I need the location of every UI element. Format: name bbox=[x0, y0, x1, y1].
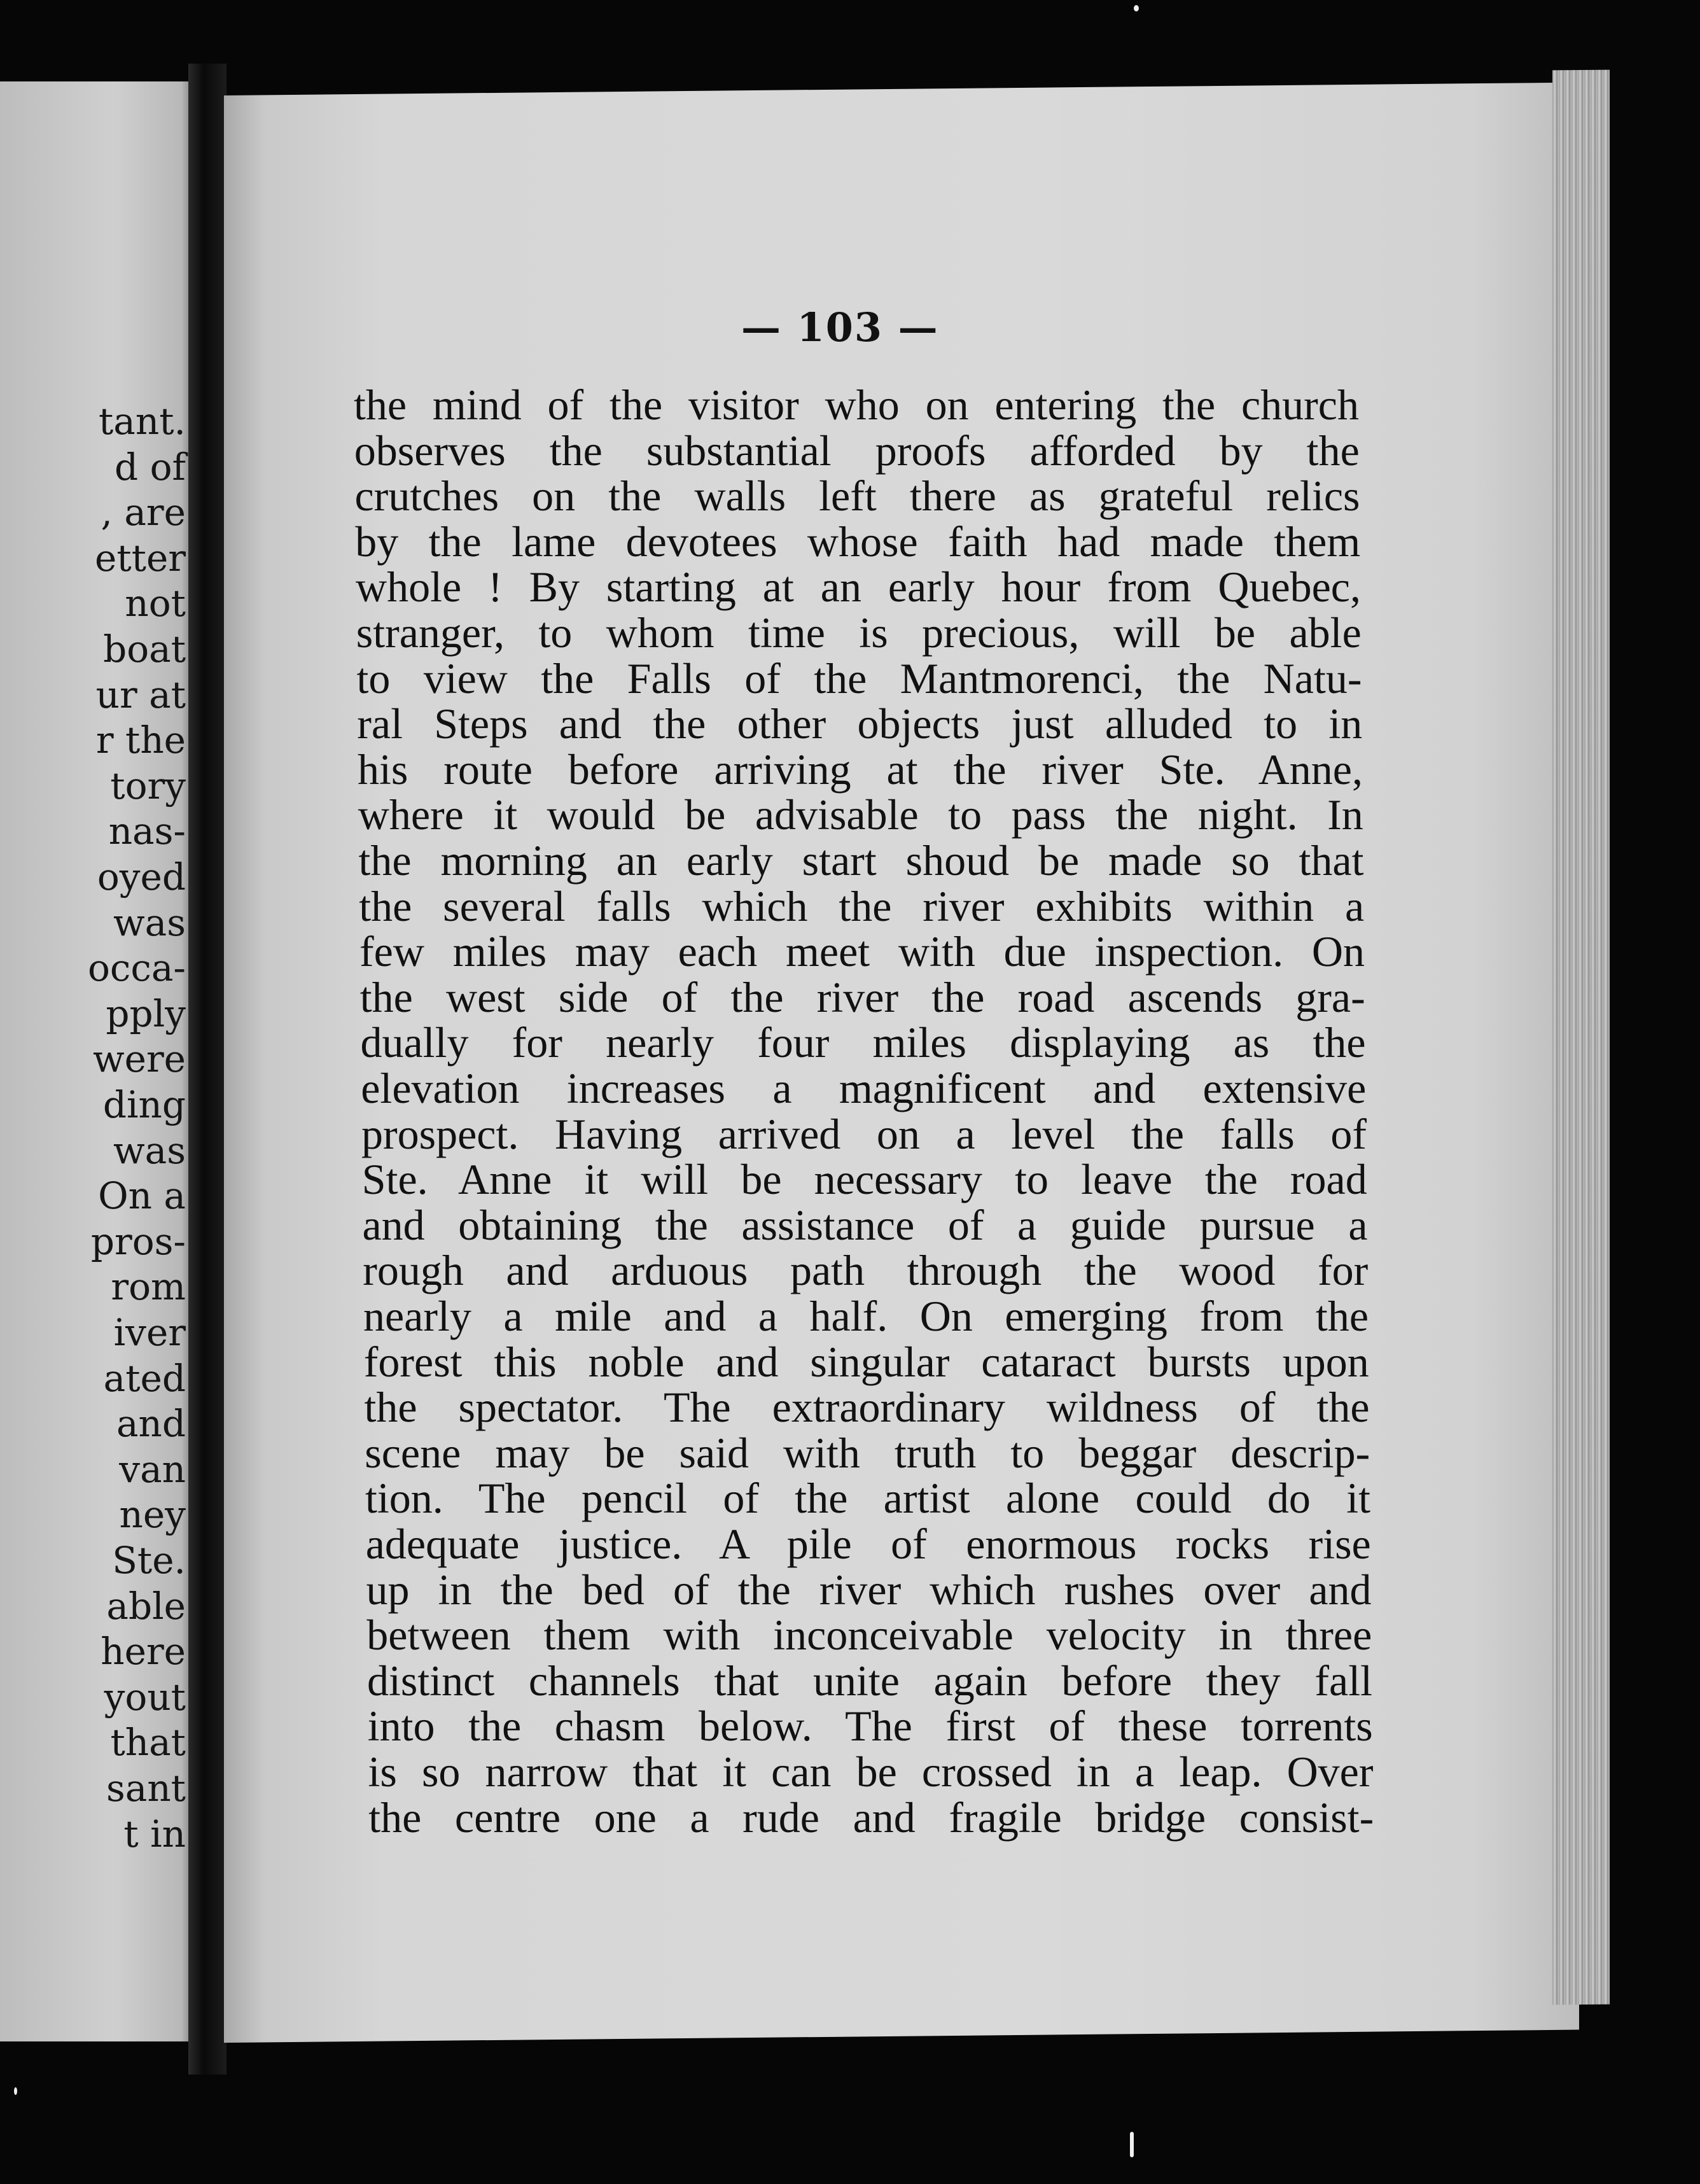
body-text-line: and obtaining the assistance of a guide pursue a bbox=[362, 1200, 1368, 1249]
body-text-line: adequate justice. A pile of enormous rocks rise bbox=[365, 1520, 1371, 1568]
body-text-line: distinct channels that unite again before they fall bbox=[367, 1656, 1372, 1705]
body-text-line: rough and arduous path through the wood for bbox=[363, 1246, 1369, 1295]
body-text-line: up in the bed of the river which rushes over and bbox=[366, 1565, 1372, 1614]
left-page-line-fragment: were bbox=[92, 1037, 186, 1081]
page-number: — 103 — bbox=[741, 304, 939, 351]
left-page-line-fragment: and bbox=[116, 1402, 186, 1446]
left-page-line-fragment: occa- bbox=[87, 946, 186, 990]
body-text-line: ral Steps and the other objects just alluded to in bbox=[357, 699, 1363, 748]
left-page-line-fragment: ur at bbox=[95, 673, 186, 717]
left-page-line-fragment: was bbox=[113, 900, 186, 944]
left-page-line-fragment: nas- bbox=[108, 809, 186, 853]
body-text-line: the several falls which the river exhibits within a bbox=[359, 881, 1365, 930]
book-gutter bbox=[188, 64, 226, 2075]
body-text-line: tion. The pencil of the artist alone could do it bbox=[365, 1474, 1370, 1523]
left-page-line-fragment: rom bbox=[111, 1265, 186, 1309]
left-page-line-fragment: etter bbox=[95, 536, 186, 580]
left-page-line-fragment: ated bbox=[103, 1356, 186, 1400]
scan-speck bbox=[1130, 2132, 1134, 2157]
body-text-line: the mind of the visitor who on entering the church bbox=[354, 381, 1359, 429]
left-page-line-fragment: Ste. bbox=[112, 1539, 186, 1582]
body-text-line: dually for nearly four miles displaying as the bbox=[360, 1018, 1366, 1067]
left-page-line-fragment: yout bbox=[104, 1675, 186, 1719]
left-page-line-fragment: iver bbox=[113, 1311, 186, 1354]
left-page-line-fragment: ney bbox=[119, 1493, 186, 1537]
body-text-line: the morning an early start shoud be made so that bbox=[358, 836, 1364, 885]
left-page-line-fragment: was bbox=[113, 1128, 186, 1172]
body-text-line: Ste. Anne it will be necessary to leave the road bbox=[361, 1155, 1367, 1204]
left-page-line-fragment: ding bbox=[102, 1083, 186, 1126]
body-text-line: forest this noble and singular cataract bursts upon bbox=[363, 1337, 1369, 1386]
left-page-line-fragment: that bbox=[110, 1721, 186, 1765]
left-page-line-fragment: oyed bbox=[97, 855, 186, 899]
left-page-line-fragment: able bbox=[106, 1584, 186, 1628]
left-page-line-fragment: d of bbox=[115, 445, 186, 489]
left-page-line-fragment: On a bbox=[98, 1174, 186, 1218]
left-page bbox=[0, 81, 191, 2041]
body-text-line: scene may be said with truth to beggar descrip- bbox=[365, 1428, 1370, 1477]
body-text-line: whole ! By starting at an early hour from Quebec, bbox=[356, 563, 1361, 612]
left-page-line-fragment: pply bbox=[106, 991, 186, 1035]
left-page-line-fragment: pros- bbox=[90, 1219, 186, 1263]
page-edges bbox=[1552, 70, 1610, 2005]
left-page-line-fragment: tory bbox=[110, 764, 186, 808]
left-page-line-fragment: not bbox=[125, 582, 186, 626]
body-text-line: elevation increases a magnificent and extensive bbox=[361, 1064, 1367, 1112]
body-text-line: his route before arriving at the river Ste. Anne, bbox=[358, 745, 1363, 794]
body-text-line: is so narrow that it can be crossed in a leap. Over bbox=[368, 1747, 1374, 1796]
body-text-line: the spectator. The extraordinary wildness of the bbox=[364, 1383, 1370, 1432]
left-page-line-fragment: sant bbox=[106, 1767, 186, 1810]
left-page-line-fragment: van bbox=[119, 1447, 186, 1491]
left-page-line-fragment: t in bbox=[123, 1812, 186, 1856]
body-text-line: prospect. Having arrived on a level the falls of bbox=[361, 1109, 1367, 1158]
body-text-line: the centre one a rude and fragile bridge consist- bbox=[368, 1793, 1374, 1842]
body-text-line: to view the Falls of the Mantmorenci, the Natu- bbox=[356, 654, 1362, 703]
body-text-line: observes the substantial proofs afforded by the bbox=[354, 426, 1360, 475]
scan-speck bbox=[1134, 5, 1139, 11]
body-text-line: nearly a mile and a half. On emerging from the bbox=[363, 1292, 1369, 1340]
body-text-line: crutches on the walls left there as grateful relics bbox=[354, 472, 1360, 521]
scan-speck bbox=[14, 2087, 17, 2095]
left-page-line-fragment: boat bbox=[103, 627, 186, 671]
left-page-line-fragment: tant. bbox=[99, 400, 186, 443]
body-text-line: stranger, to whom time is precious, will be able bbox=[356, 608, 1362, 657]
left-page-line-fragment: , are bbox=[101, 491, 186, 535]
body-text-line: few miles may each meet with due inspection. On bbox=[359, 927, 1365, 976]
body-text-line: where it would be advisable to pass the night. In bbox=[358, 790, 1363, 839]
body-text-line: between them with inconceivable velocity in three bbox=[366, 1611, 1372, 1660]
body-text-line: the west side of the river the road ascends gra- bbox=[359, 972, 1365, 1021]
body-text-line: into the chasm below. The first of these torrents bbox=[367, 1702, 1373, 1751]
left-page-line-fragment: here bbox=[101, 1630, 186, 1674]
body-text-line: by the lame devotees whose faith had made them bbox=[355, 517, 1361, 566]
left-page-line-fragment: r the bbox=[95, 718, 186, 762]
